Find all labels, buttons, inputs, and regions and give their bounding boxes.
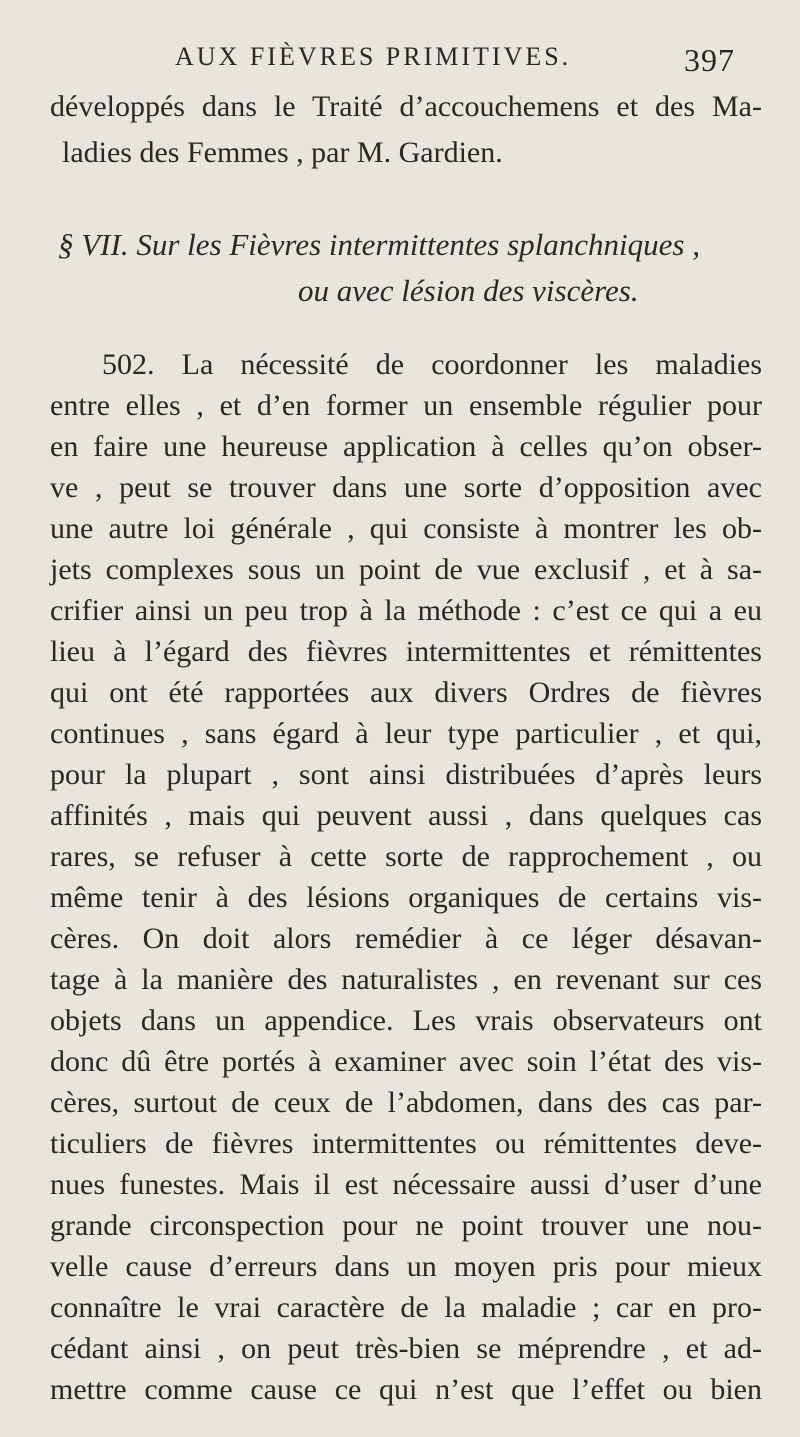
- paragraph-line: pour la plupart , sont ainsi distribuées d’après leurs: [50, 758, 762, 791]
- text-line: développés dans le Traité d’accouchemens et des Ma-: [50, 90, 762, 123]
- paragraph-line: cères. On doit alors remédier à ce léger désavan-: [50, 922, 762, 955]
- paragraph-line: même tenir à des lésions organiques de certains vis-: [50, 881, 762, 914]
- paragraph-line: mettre comme cause ce qui n’est que l’effet ou bien: [50, 1373, 762, 1406]
- paragraph-line: donc dû être portés à examiner avec soin l’état des vis-: [50, 1045, 762, 1078]
- paragraph-line: 502. La nécessité de coordonner les maladies: [102, 348, 762, 381]
- running-title: AUX FIÈVRES PRIMITIVES.: [175, 42, 572, 71]
- paragraph-line: nues funestes. Mais il est nécessaire aussi d’user d’une: [50, 1168, 762, 1201]
- paragraph-line: qui ont été rapportées aux divers Ordres de fièvres: [50, 676, 762, 709]
- paragraph-line: ve , peut se trouver dans une sorte d’opposition avec: [50, 471, 762, 504]
- paragraph-line: objets dans un appendice. Les vrais observateurs ont: [50, 1004, 762, 1037]
- paragraph-line: grande circonspection pour ne point trouver une nou-: [50, 1209, 762, 1242]
- paragraph-line: affinités , mais qui peuvent aussi , dans quelques cas: [50, 799, 762, 832]
- paragraph-line: rares, se refuser à cette sorte de rapprochement , ou: [50, 840, 762, 873]
- running-head: [175, 42, 735, 82]
- paragraph-line: entre elles , et d’en former un ensemble régulier pour: [50, 389, 762, 422]
- section-heading: § VII. Sur les Fièvres intermittentes splanchniques ,: [58, 227, 700, 262]
- paragraph-line: une autre loi générale , qui consiste à montrer les ob-: [50, 512, 762, 545]
- paragraph-line: continues , sans égard à leur type particulier , et qui,: [50, 717, 762, 750]
- paragraph-line: tage à la manière des naturalistes , en revenant sur ces: [50, 963, 762, 996]
- paragraph-line: crifier ainsi un peu trop à la méthode : c’est ce qui a eu: [50, 594, 762, 627]
- paragraph-line: ticuliers de fièvres intermittentes ou rémittentes deve-: [50, 1127, 762, 1160]
- text-line: ladies des Femmes , par M. Gardien.: [62, 136, 503, 169]
- paragraph-line: lieu à l’égard des fièvres intermittentes et rémittentes: [50, 635, 762, 668]
- paragraph-line: en faire une heureuse application à celles qu’on obser-: [50, 430, 762, 463]
- paragraph-line: jets complexes sous un point de vue exclusif , et à sa-: [50, 553, 762, 586]
- paragraph-line: connaître le vrai caractère de la maladie ; car en pro-: [50, 1291, 762, 1324]
- page-number: 397: [684, 42, 735, 78]
- paragraph-line: cères, surtout de ceux de l’abdomen, dans des cas par-: [50, 1086, 762, 1119]
- section-subheading: ou avec lésion des viscères.: [298, 273, 639, 308]
- paragraph-line: cédant ainsi , on peut très-bien se méprendre , et ad-: [50, 1332, 762, 1365]
- paragraph-line: velle cause d’erreurs dans un moyen pris pour mieux: [50, 1250, 762, 1283]
